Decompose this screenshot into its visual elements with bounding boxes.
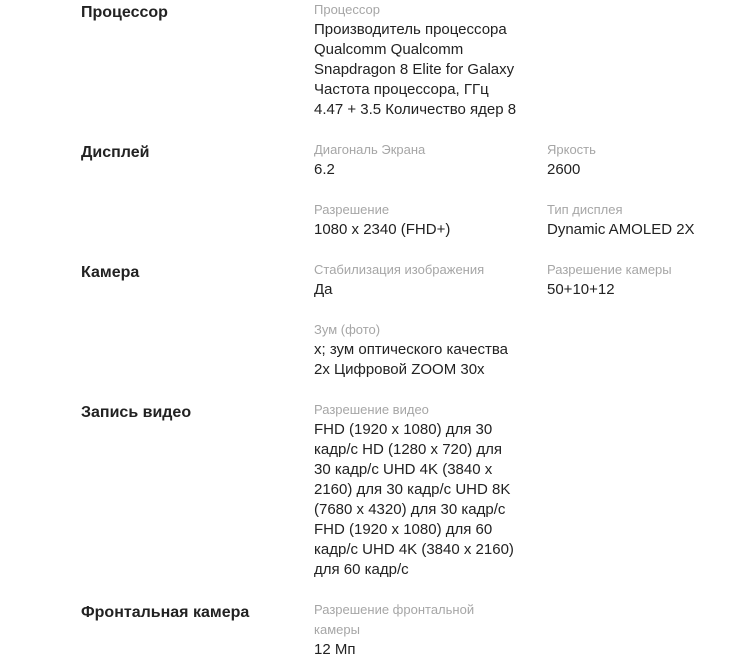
spec-label: Зум (фото) <box>314 322 381 337</box>
spec-display-type <box>547 200 737 240</box>
section-title-video-recording: Запись видео <box>81 404 192 421</box>
spec-video-resolution <box>314 400 520 580</box>
spec-image-stabilization <box>314 260 520 300</box>
spec-value: 2600 <box>547 161 581 178</box>
spec-value: 1080 x 2340 (FHD+) <box>314 221 451 238</box>
spec-label: Разрешение видео <box>314 402 429 417</box>
spec-label: Процессор <box>314 2 380 17</box>
spec-value: FHD (1920 x 1080) для 30 кадр/с HD (1280 x 720) для 30 кадр/с UHD 4K (3840 x 2160) для 30 кадр/с UHD 8K (7680 x 4320) для 30 кадр/с FHD (1920 x 1080) для 60 кадр/с UHD 4K (3840 x 2160) для 60 кадр/с <box>314 421 514 578</box>
spec-value: Dynamic AMOLED 2X <box>547 221 695 238</box>
spec-label: Стабилизация изображения <box>314 262 485 277</box>
section-title-processor: Процессор <box>81 4 168 21</box>
spec-brightness <box>547 140 737 180</box>
section-title-camera: Камера <box>81 264 140 281</box>
spec-processor <box>314 0 520 120</box>
spec-resolution <box>314 200 520 240</box>
section-title-display: Дисплей <box>81 144 150 161</box>
spec-screen-diagonal <box>314 140 520 180</box>
spec-label: Яркость <box>547 142 596 157</box>
section-title-front-camera: Фронтальная камера <box>81 604 250 621</box>
spec-value: 12 Мп <box>314 641 356 658</box>
spec-value: x; зум оптического качества 2x Цифровой ZOOM 30x <box>314 341 509 378</box>
spec-front-camera-resolution <box>314 600 494 660</box>
spec-label: Разрешение фронтальной камеры <box>314 602 475 637</box>
spec-value: Производитель процессора Qualcomm Qualcomm Snapdragon 8 Elite for Galaxy Частота процессора, ГГц 4.47 + 3.5 Количество ядер 8 <box>314 21 517 118</box>
spec-label: Тип дисплея <box>547 202 623 217</box>
spec-value: 50+10+12 <box>547 281 615 298</box>
spec-value: 6.2 <box>314 161 335 178</box>
spec-value: Да <box>314 281 333 298</box>
spec-label: Разрешение камеры <box>547 262 672 277</box>
spec-label: Диагональ Экрана <box>314 142 426 157</box>
spec-photo-zoom <box>314 320 520 380</box>
spec-label: Разрешение <box>314 202 390 217</box>
spec-camera-resolution <box>547 260 737 300</box>
